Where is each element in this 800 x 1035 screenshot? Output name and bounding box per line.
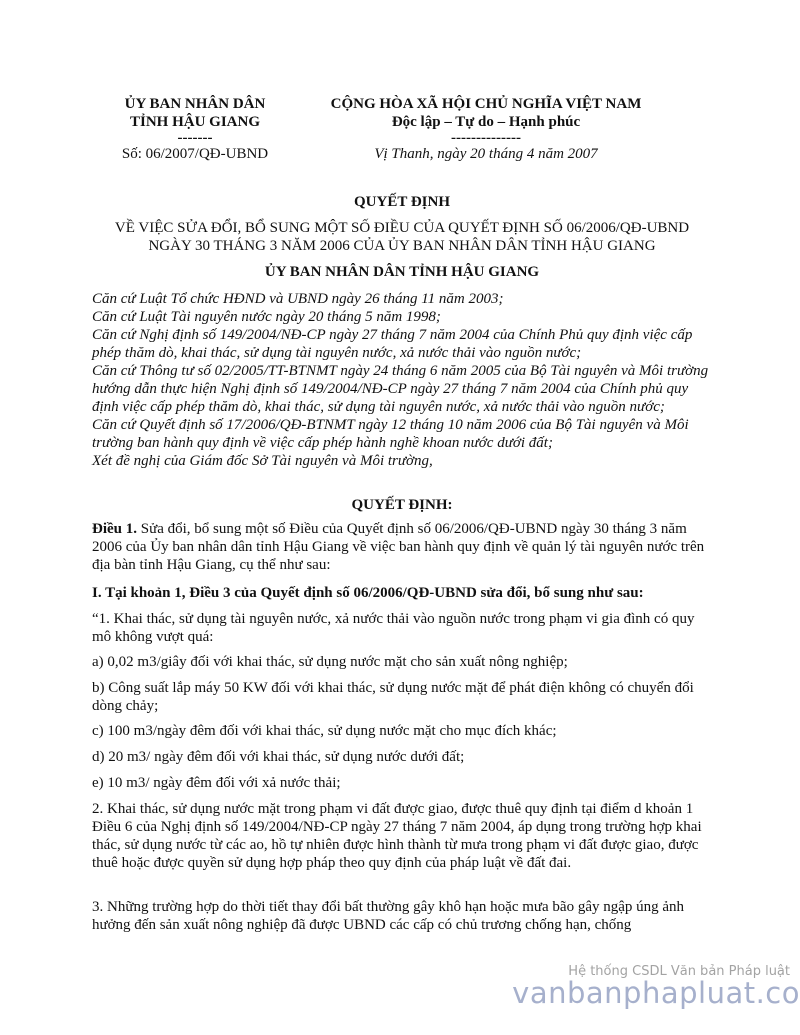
basis-item: Căn cứ Luật Tổ chức HĐND và UBND ngày 26 tháng 11 năm 2003; <box>92 291 504 307</box>
clause-1c: c) 100 m3/ngày đêm đối với khai thác, sử dụng nước mặt cho mục đích khác; <box>92 723 557 739</box>
agency-name: ỦY BAN NHÂN DÂN <box>124 96 266 112</box>
place-date: Vị Thanh, ngày 20 tháng 4 năm 2007 <box>374 146 598 162</box>
clause-1b: b) Công suất lắp máy 50 KW đối với khai thác, sử dụng nước mặt để phát điện không có chuyển đổi dòng chảy; <box>92 680 694 714</box>
document-number: Số: 06/2007/QĐ-UBND <box>121 146 269 162</box>
province-name: TỈNH HẬU GIANG <box>129 114 260 130</box>
basis-item: Căn cứ Nghị định số 149/2004/NĐ-CP ngày 27 tháng 7 năm 2004 của Chính Phủ quy định việc cấp phép thăm dò, khai thác, sử dụng tài nguyên nước, xả nước thải vào nguồn nước; <box>92 327 693 361</box>
document-title: QUYẾT ĐỊNH <box>354 194 450 210</box>
national-motto: Độc lập – Tự do – Hạnh phúc <box>391 114 581 130</box>
watermark-caption: Hệ thống CSDL Văn bản Pháp luật <box>568 964 790 979</box>
article-1-text: Sửa đổi, bổ sung một số Điều của Quyết định số 06/2006/QĐ-UBND ngày 30 tháng 3 năm 2006 của Ủy ban nhân dân tỉnh Hậu Giang về việc ban hành quy định về quản lý tài nguyên nước trên địa bàn tỉnh Hậu Giang, cụ thể như sau: <box>92 521 705 573</box>
clause-1e: e) 10 m3/ ngày đêm đối với xả nước thải; <box>92 775 341 791</box>
clause-1d: d) 20 m3/ ngày đêm đối với khai thác, sử dụng nước dưới đất; <box>92 749 465 765</box>
basis-item: Căn cứ Quyết định số 17/2006/QĐ-BTNMT ngày 12 tháng 10 năm 2006 của Bộ Tài nguyên và Môi trường ban hành quy định về việc cấp phép hành nghề khoan nước dưới đất; <box>92 417 689 451</box>
watermark-site: vanbanphapluat.co <box>512 976 800 1010</box>
issuer-heading: ỦY BAN NHÂN DÂN TỈNH HẬU GIANG <box>264 264 540 280</box>
republic-name: CỘNG HÒA XÃ HỘI CHỦ NGHĨA VIỆT NAM <box>330 96 642 112</box>
basis-item: Căn cứ Luật Tài nguyên nước ngày 20 tháng 5 năm 1998; <box>92 309 441 325</box>
right-divider: -------------- <box>451 130 521 146</box>
basis-item: Xét đề nghị của Giám đốc Sở Tài nguyên và Môi trường, <box>92 453 433 469</box>
clause-3: 3. Những trường hợp do thời tiết thay đổi bất thường gây khô hạn hoặc mưa bão gây ngập úng ảnh hưởng đến sản xuất nông nghiệp đã được UBND các cấp có chủ trương chống hạn, chống <box>92 899 685 933</box>
decision-heading: QUYẾT ĐỊNH: <box>351 497 453 513</box>
left-divider: ------- <box>177 130 213 146</box>
section-1-heading: I. Tại khoản 1, Điều 3 của Quyết định số 06/2006/QĐ-UBND sửa đổi, bổ sung như sau: <box>92 585 644 601</box>
basis-item: Căn cứ Thông tư số 02/2005/TT-BTNMT ngày 24 tháng 6 năm 2005 của Bộ Tài nguyên và Môi trường hướng dẫn thực hiện Nghị định số 149/2004/NĐ-CP ngày 27 tháng 7 năm 2004 của Chính phủ quy định việc cấp phép thăm dò, khai thác, sử dụng tài nguyên nước, xả nước thải vào nguồn nước; <box>92 363 709 415</box>
document-subtitle-line-2: NGÀY 30 THÁNG 3 NĂM 2006 CỦA ỦY BAN NHÂN DÂN TỈNH HẬU GIANG <box>148 238 656 254</box>
article-1-label: Điều 1. <box>92 521 137 537</box>
clause-1: “1. Khai thác, sử dụng tài nguyên nước, xả nước thải vào nguồn nước trong phạm vi gia đình có quy mô không vượt quá: <box>92 611 695 645</box>
document-subtitle-line-1: VỀ VIỆC SỬA ĐỔI, BỔ SUNG MỘT SỐ ĐIỀU CỦA QUYẾT ĐỊNH SỐ 06/2006/QĐ-UBND <box>114 220 690 236</box>
clause-1a: a) 0,02 m3/giây đối với khai thác, sử dụng nước mặt cho sản xuất nông nghiệp; <box>92 654 568 670</box>
header-left <box>100 95 290 163</box>
clause-2: 2. Khai thác, sử dụng nước mặt trong phạm vi đất được giao, được thuê quy định tại điểm d khoản 1 Điều 6 của Nghị định số 149/2004/NĐ-CP ngày 27 tháng 7 năm 2004, áp dụng trong trường hợp khai thác, sử dụng nước từ các ao, hồ tự nhiên được hình thành từ mưa trong phạm vi đất được giao, được thuê hoặc được quyền sử dụng hợp pháp theo quy định của pháp luật về đất đai. <box>92 801 702 871</box>
article-1 <box>92 520 712 574</box>
legal-basis <box>92 290 712 470</box>
header-right <box>300 95 672 163</box>
